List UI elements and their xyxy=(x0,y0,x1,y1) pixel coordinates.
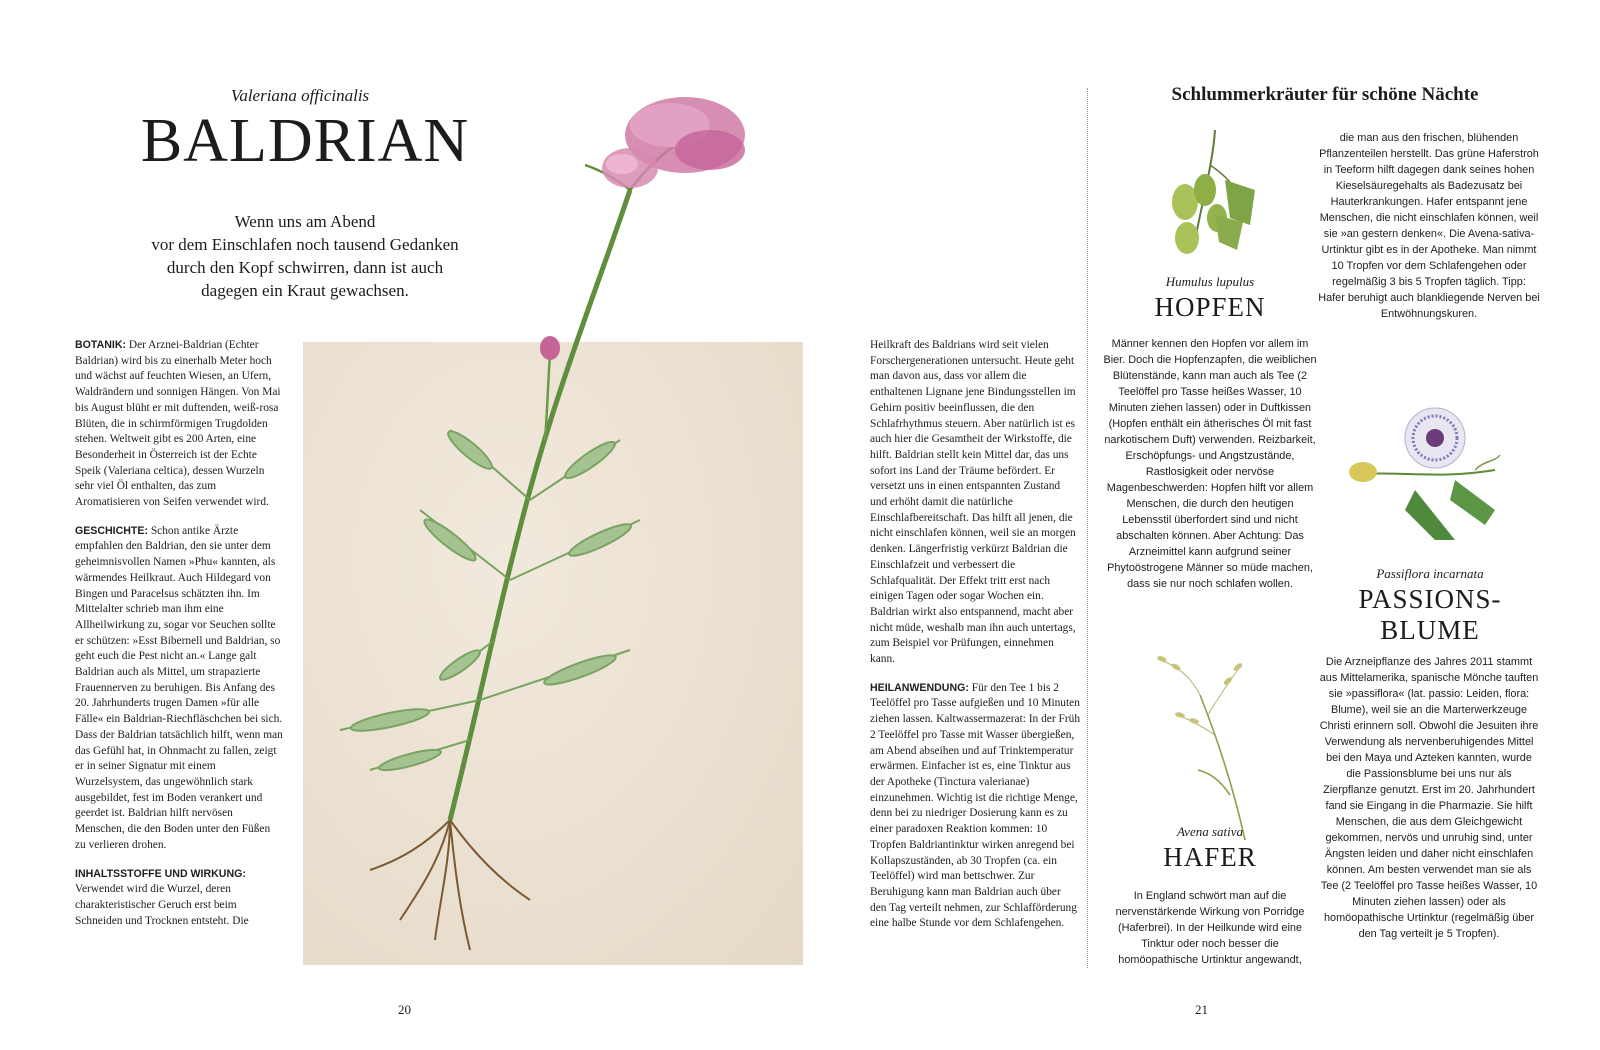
right-page-headline: Schlummerkräuter für schöne Nächte xyxy=(1171,84,1479,105)
passion-flower-bloom xyxy=(1405,408,1465,468)
hafer-latin-name: Avena sativa xyxy=(1176,824,1244,839)
geschichte-text: Schon antike Ärzte empfahlen den Baldrian, den sie unter dem geheimnisvollen Namen »Phu« kannten, als wärmendes Heilkraut. Auch Hildegard von Bingen und Paracelsus schätzten ihn. Im Mittelalter schrieb man ihm eine Allheilwirkung zu, sogar vor Seuchen sollte er schützen: »Esst Bibernell und Baldrian, so geht euch die Pest nicht an.« Lange galt Baldrian auch als Mittel, um strapazierte Frauennerven zu beruhigen. Bis Anfang des 20. Jahrhunderts trugen Damen »für alle Fälle« ein Baldrian-Riechfläschchen bei sich. Dass der Baldrian tatsächlich hilft, wenn man das Gefühl hat, in Ohnmacht zu fallen, zeigt er in seiner Signatur mit einem Wurzelsystem, das ungewöhnlich stark ausgebildet, fest im Boden verankert und geerdet ist. Baldrian hilft nervösen Menschen, die den Boden unter den Füßen zu verlieren drohen. xyxy=(75,524,283,851)
inhalt-text: Verwendet wird die Wurzel, deren charakteristischer Geruch erst beim Schneiden und Trocknen entsteht. Die xyxy=(75,883,249,927)
hafer-continued-text: die man aus den frischen, blühenden Pflanzenteilen herstellt. Das grüne Haferstroh in Teeform hilft dagegen dank seines hohen Kieselsäuregehalts als Badezusatz bei Hauterkrankungen. Hafer entspannt jene Menschen, die nicht einschlafen können, weil sie »an gestern denken«. Die Avena-sativa-Urtinktur gibt es in der Apotheke. Man nimmt 10 Tropfen vor dem Schlafengehen oder regelmäßig 3 bis 5 Tropfen täglich. Tipp: Hafer beruhigt auch blankliegende Nerven bei Entwöhnungskuren. xyxy=(1318,132,1540,320)
heilanwendung-heading: HEILANWENDUNG: xyxy=(870,681,969,694)
heilkraft-paragraph: Heilkraft des Baldrians wird seit vielen Forschergenerationen untersucht. Heute geht man davon aus, dass vor allem die enthaltenen Lignane jene Bindungsstellen im Gehirn positiv beeinflussen, die den Schlafrhythmus steuern. Aber natürlich ist es auch hier die Gesamtheit der Wirkstoffe, die hilft. Baldrian stellt kein Mittel dar, das uns sofort ins Land der Träume befördert. Er versetzt uns in einen entspannten Zustand und erhöht damit die natürliche Einschlafbereitschaft. Das hilft all jenen, die nicht einschlafen können, weil sie an morgen denken. Längerfristig verkürzt Baldrian die Einschlafzeit und verbessert die Schlafqualität. Der Effekt tritt erst nach einigen Tagen oder sogar Wochen ein. Baldrian wirkt also entspannend, macht aber nicht müde, weshalb man ihn auch untertags, zum Beispiel vor Prüfungen, einnehmen kann. xyxy=(870,339,1076,666)
passionsblume-illustration xyxy=(1345,400,1505,550)
heilanwendung-paragraph xyxy=(870,681,1080,932)
botanik-heading: BOTANIK: xyxy=(75,339,126,351)
hopfen-illustration xyxy=(1155,130,1265,260)
baldrian-roots xyxy=(370,820,530,950)
inhalt-paragraph xyxy=(75,867,283,930)
passionsblume-title-line: PASSIONS- xyxy=(1358,584,1502,614)
passionsblume-latin-name: Passiflora incarnata xyxy=(1376,566,1484,581)
page-number-right: 21 xyxy=(1195,1002,1208,1017)
column-divider xyxy=(1087,88,1088,968)
intro-line: durch den Kopf schwirren, dann ist auch xyxy=(166,258,444,277)
botanik-text: Der Arznei-Baldrian (Echter Baldrian) wird bis zu einerhalb Meter hoch und wächst auf feuchten Wiesen, an Ufern, Waldrändern und sonnigen Hängen. Von Mai bis August blüht er mit duftenden, weiß-rosa Blüten, die in schirmförmigen Trugdolden stehen. Weltweit gibt es 200 Arten, eine Besonderheit in Österreich ist der Echte Speik (Valeriana celtica), dessen Wurzeln sehr viel Öl enthalten, das zum Aromatisieren von Seifen verwendet wird. xyxy=(75,339,281,509)
left-text-column xyxy=(75,338,283,942)
baldrian-illustration xyxy=(300,80,820,980)
page-number-left: 20 xyxy=(398,1002,411,1017)
hafer-text: In England schwört man auf die nervenstärkende Wirkung von Porridge (Haferbrei). In der Heilkunde wird eine Tinktur oder noch besser die homöopathische Urtinktur angewandt, xyxy=(1115,890,1305,966)
passionsblume-title xyxy=(1330,584,1530,646)
hafer-illustration xyxy=(1150,645,1260,845)
hopfen-title: HOPFEN xyxy=(1154,292,1266,322)
botanik-paragraph xyxy=(75,338,283,511)
hafer-title: HAFER xyxy=(1163,842,1257,872)
passionsblume-text: Die Arzneipflanze des Jahres 2011 stammt aus Mittelamerika, spanische Mönche tauften sie »passiflora« (lat. passio: Leiden, flora: Blume), weil sie an die Marterwerkzeuge Christi erinnern soll. Obwohl die Jesuiten ihre Verwendung als nervenberuhigendes Mittel bei den Maya und Azteken kannten, wurde die Passionsblume bei uns nur als Zierpflanze genutzt. Erst im 20. Jahrhundert fand sie Eingang in die Pharmazie. Sie hilft Menschen, die aus dem Gleichgewicht gekommen, nervös und unruhig sind, unter Ängsten leiden und daher nicht einschlafen können. Am besten verwendet man sie als Tee (2 Teelöffel pro Tasse heißes Wasser, 10 Minuten ziehen lassen) oder als homöopathische Urtinktur (regelmäßig über den Tag verteilt je 5 Tropfen). xyxy=(1319,656,1539,940)
baldrian-bud xyxy=(540,336,560,360)
intro-line: dagegen ein Kraut gewachsen. xyxy=(201,281,409,300)
intro-line: Wenn uns am Abend xyxy=(234,212,376,231)
heilanwendung-text: Für den Tee 1 bis 2 Teelöffel pro Tasse aufgießen und 10 Minuten ziehen lassen. Kaltwassermazerat: In der Früh 2 Teelöffel pro Tasse mit Wasser übergießen, am Abend abseihen und auf Trinktemperatur erwärmen. Einfacher ist es, eine Tinktur aus der Apotheke (Tinctura valerianae) einzunehmen. Wichtig ist die richtige Menge, denn bei zu niedriger Dosierung kann es zu einer paradoxen Reaktion kommen: 10 Tropfen Baldriantinktur wirken anregend bei Kollapszuständen, ab 30 Tropfen (ca. ein Teelöffel) wird man bettschwer. Zur Beruhigung kann man Baldrian auch über den Tag verteilt nehmen, zur Schlafförderung eine halbe Stunde vor dem Schlafengehen. xyxy=(870,681,1081,930)
baldrian-latin-name: Valeriana officinalis xyxy=(230,86,370,105)
hopfen-latin-name: Humulus lupulus xyxy=(1165,274,1255,289)
baldrian-title: BALDRIAN xyxy=(140,107,470,175)
baldrian-blossom-cluster xyxy=(602,97,745,188)
intro-line: vor dem Einschlafen noch tausend Gedanken xyxy=(151,235,459,254)
baldrian-leaves xyxy=(340,427,640,774)
baldrian-stem xyxy=(450,190,630,820)
geschichte-heading: GESCHICHTE: xyxy=(75,524,148,537)
inhalt-heading: INHALTSSTOFFE UND WIRKUNG: xyxy=(75,867,246,880)
middle-text-column xyxy=(870,338,1080,945)
hopfen-text: Männer kennen den Hopfen vor allem im Bier. Doch die Hopfenzapfen, die weiblichen Blütenstände, kann man auch als Tee (2 Teelöffel pro Tasse heißes Wasser, 10 Minuten ziehen lassen) oder in Duftkissen (Hopfen enthält ein ätherisches Öl mit fast narkotischem Duft) verwenden. Reizbarkeit, Erschöpfungs- und Angstzustände, Rastlosigkeit oder nervöse Magenbeschwerden: Hopfen hilft vor allem Menschen, die durch den heutigen Lebensstil überfordert sind und nicht abschalten können. Aber Achtung: Das Arzneimittel kann aufgrund seiner Phytoöstrogene Männer so müde machen, dass sie nur noch schlafen wollen. xyxy=(1103,338,1317,590)
passionsblume-title-line: BLUME xyxy=(1380,615,1480,645)
geschichte-paragraph xyxy=(75,524,283,854)
